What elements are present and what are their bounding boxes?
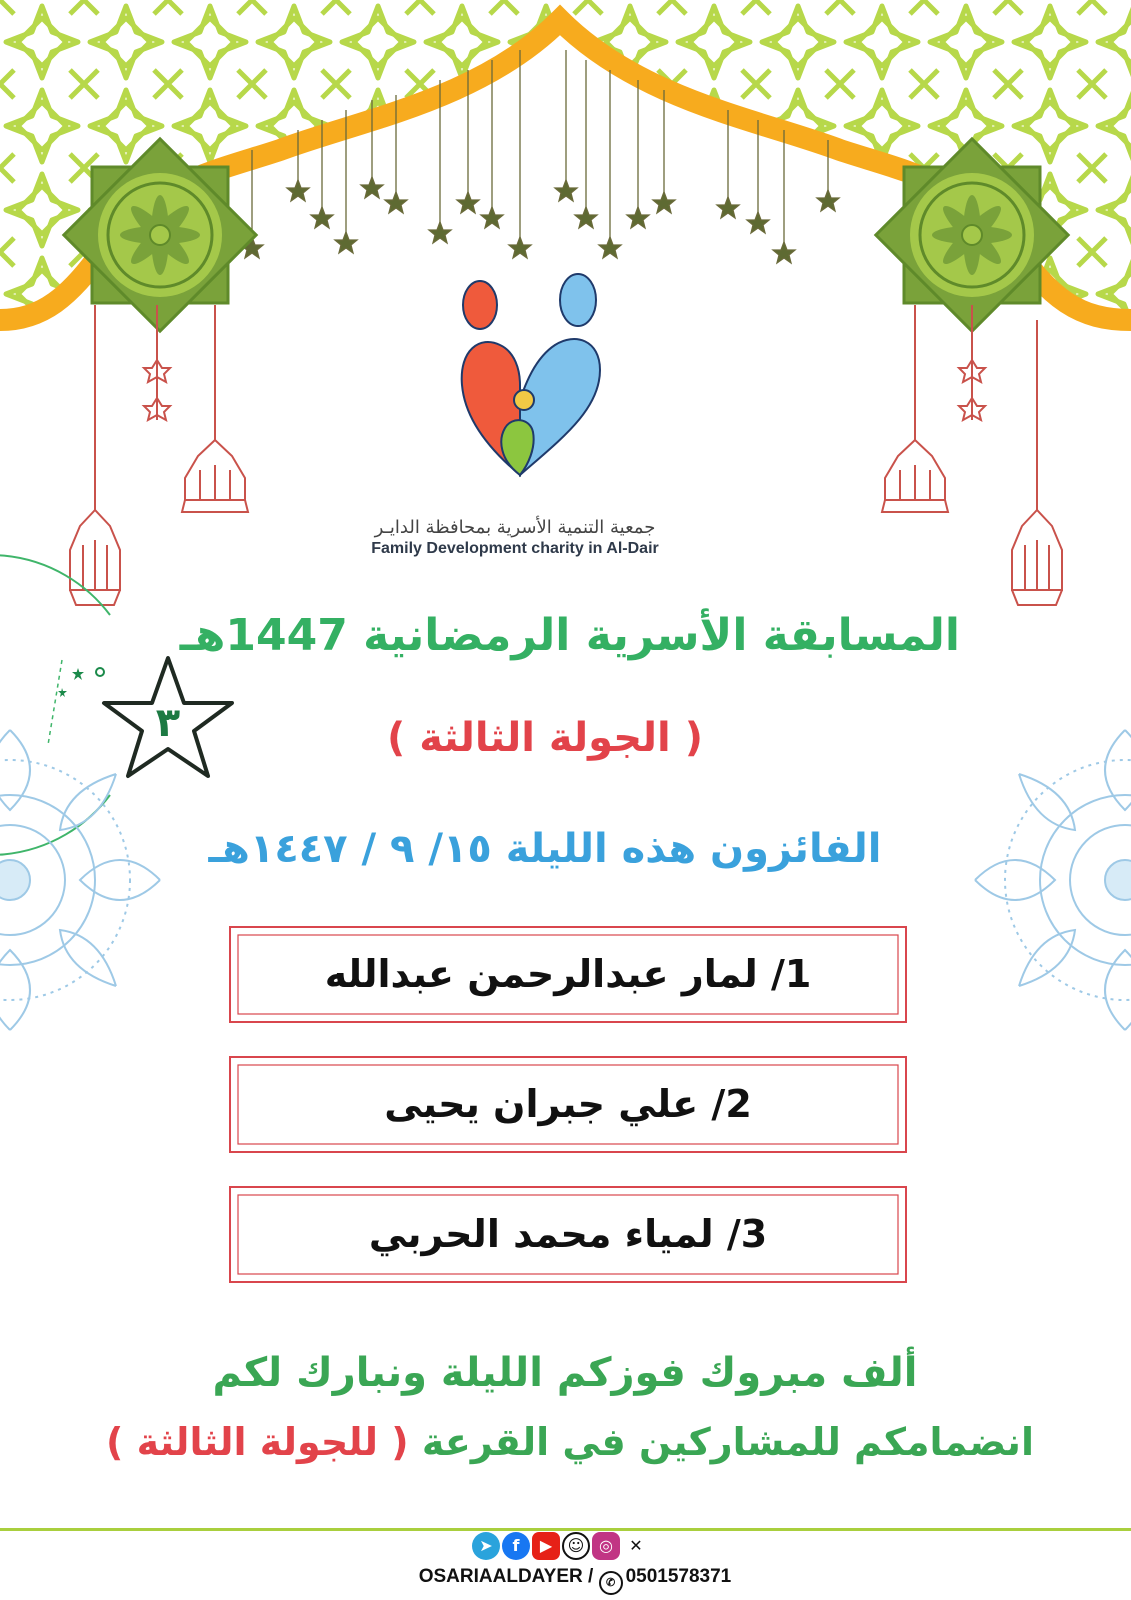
facebook-icon[interactable]: f: [502, 1532, 530, 1560]
winner-card-3: [230, 1187, 906, 1282]
round-label: ( الجولة الثالثة ): [387, 715, 703, 761]
telegram-icon[interactable]: ➤: [472, 1532, 500, 1560]
left-medallion: [64, 139, 256, 331]
account-handle[interactable]: OSARIAALDAYER: [418, 1566, 583, 1587]
right-mandala: [975, 730, 1131, 1030]
congrats-line-2: [40, 1420, 1100, 1464]
instagram-icon[interactable]: ◎: [592, 1532, 620, 1560]
footer-contact: [360, 1566, 790, 1595]
left-mandala: [0, 730, 160, 1030]
logo-english-name: Family Development charity in Al-Dair: [371, 540, 659, 557]
winner-name: 2/ علي جبران يحيى: [384, 1082, 752, 1126]
contest-title: المسابقة الأسرية الرمضانية 1447هـ: [179, 610, 960, 661]
youtube-icon[interactable]: ▶: [532, 1532, 560, 1560]
whatsapp-icon: ✆: [599, 1571, 623, 1595]
x-icon[interactable]: ✕: [622, 1532, 650, 1560]
winner-card-2: [230, 1057, 906, 1152]
snapchat-icon[interactable]: ☺: [562, 1532, 590, 1560]
phone-number[interactable]: 0501578371: [625, 1566, 732, 1587]
social-icons: [472, 1530, 662, 1564]
congrats-line-2-main: انضمامكم للمشاركين في القرعة: [408, 1420, 1034, 1464]
separator: /: [588, 1566, 594, 1587]
winners-heading: الفائزون هذه الليلة ١٥/ ٩ / ١٤٤٧هـ: [208, 826, 882, 872]
winner-name: 1/ لمار عبدالرحمن عبدالله: [324, 952, 812, 996]
round-badge-number: ٣: [155, 700, 181, 746]
right-medallion: [876, 139, 1068, 331]
congrats-line-1: ألف مبروك فوزكم الليلة ونبارك لكم: [212, 1350, 918, 1396]
winner-name: 3/ لمياء محمد الحربي: [368, 1212, 768, 1256]
congrats-line-2-highlight: ( للجولة الثالثة ): [106, 1420, 409, 1464]
winner-card-1: [230, 927, 906, 1022]
logo-arabic-name: جمعية التنمية الأسرية بمحافظة الدايـر: [374, 517, 656, 538]
charity-logo: [462, 274, 600, 475]
